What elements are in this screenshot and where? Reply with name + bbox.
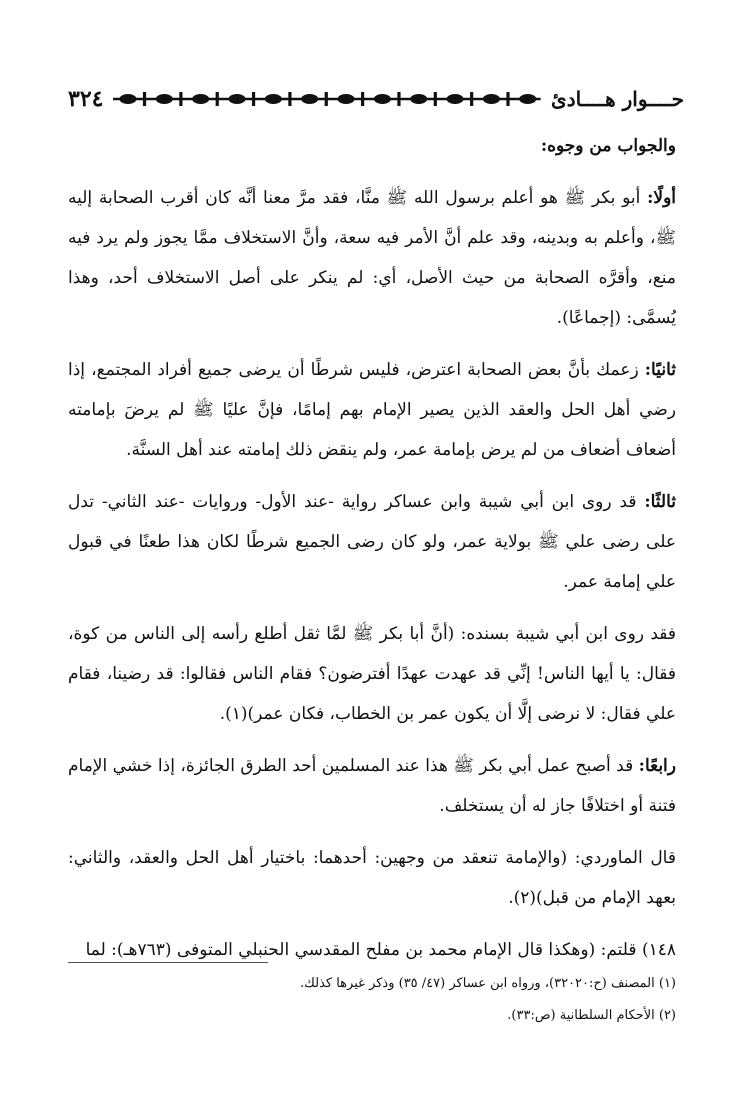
- paragraph: ١٤٨) قلتم: (وهكذا قال الإمام محمد بن مفلح المقدسي الحنبلي المتوفى (٧٦٣هـ): لما: [85, 940, 676, 960]
- running-title: حــــوار هــــادئ: [551, 87, 684, 111]
- page-header: [68, 82, 684, 116]
- footnotes: [68, 968, 676, 1032]
- footnote-separator: [68, 962, 268, 963]
- page-number: ٣٢٤: [68, 86, 104, 112]
- paragraph: فقد روى ابن أبي شيبة بسنده: (أنَّ أبا بكر ﷺ لمَّا ثقل أطلع رأسه إلى الناس من كوة، فقال: يا أيها الناس! إنِّي قد عهدت عهدًا أفترضون؟ فقام الناس فقالوا: قد رضينا، فقام علي فقال: لا نرضى إلَّا أن يكون عمر بن الخطاب، فكان عمر)(١).: [68, 624, 676, 724]
- paragraph: قال الماوردي: (والإمامة تنعقد من وجهين: أحدهما: باختيار أهل الحل والعقد، والثاني: بعهد الإمام من قبل)(٢).: [68, 848, 676, 908]
- paragraph: والجواب من وجوه:: [540, 136, 676, 156]
- footnote: (١) المصنف (ح:٣٢٠٢٠)، ورواه ابن عساكر (٤٧/ ٣٥) وذكر غيرها كذلك.: [300, 976, 676, 991]
- paragraph: رابعًا: قد أصبح عمل أبي بكر ﷺ هذا عند المسلمين أحد الطرق الجائزة، إذا خشي الإمام فتنة أو اختلافًا جاز له أن يستخلف.: [68, 756, 676, 816]
- paragraph: ثانيًا: زعمك بأنَّ بعض الصحابة اعترض، فليس شرطًا أن يرضى جميع أفراد المجتمع، إذا رضي أهل الحل والعقد الذين يصير الإمام بهم إمامًا، فإنَّ عليًا ﷺ لم يرضَ بإمامته أضعاف أضعاف من لم يرض بإمامة عمر، ولم ينقض ذلك إمامته عند أهل السنَّة.: [68, 360, 676, 460]
- ornament-divider: [113, 90, 541, 108]
- footnote: (٢) الأحكام السلطانية (ص:٣٣).: [507, 1008, 676, 1023]
- body-text: [68, 126, 676, 970]
- paragraph: ثالثًا: قد روى ابن أبي شيبة وابن عساكر رواية -عند الأول- وروايات -عند الثاني- تدل على رضى علي ﷺ بولاية عمر، ولو كان رضى الجميع شرطًا لكان هذا طعنًا في قبول علي إمامة عمر.: [68, 492, 676, 592]
- paragraph: أولًا: أبو بكر ﷺ هو أعلم برسول الله ﷺ منَّا، فقد مرَّ معنا أنَّه كان أقرب الصحابة إليه ﷺ، وأعلم به وبدينه، وقد علم أنَّ الأمر فيه سعة، وأنَّ الاستخلاف ممَّا يجوز ولم يرد فيه منع، وأقرَّه الصحابة من حيث الأصل، أي: لم ينكر على أصل الاستخلاف أحد، وهذا يُسمَّى: (إجماعًا).: [68, 188, 676, 328]
